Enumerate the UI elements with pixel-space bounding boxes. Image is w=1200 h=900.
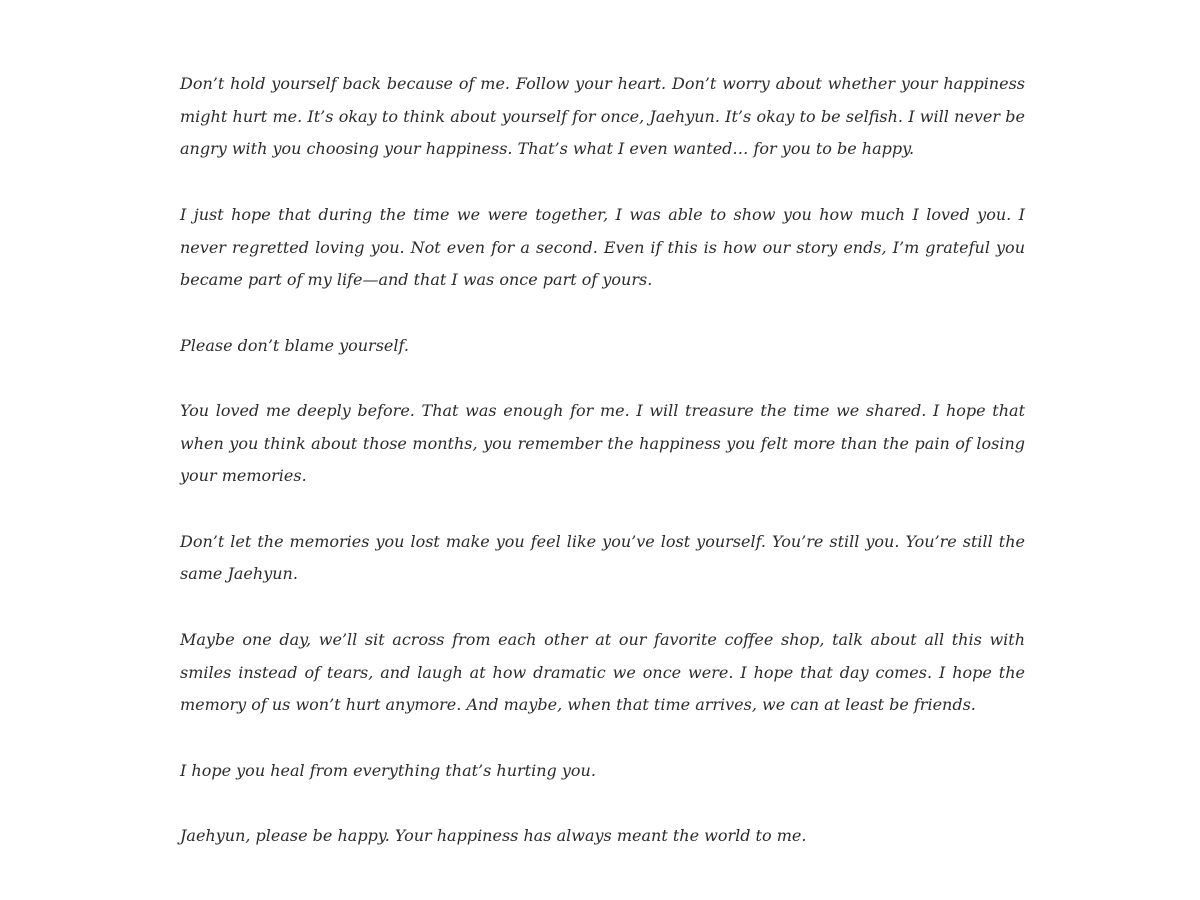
paragraph-3: Please don’t blame yourself. — [180, 335, 409, 355]
letter-body — [180, 68, 1025, 853]
paragraph-1: Don’t hold yourself back because of me. Follow your heart. Don’t worry about whether your happiness might hurt me. It’s okay to think about yourself for once, Jaehyun. It’s okay to be selfish. I will never be angry with you choosing your happiness. That’s what I even wanted… for you to be happy. — [180, 74, 1025, 159]
paragraph-2: I just hope that during the time we were together, I was able to show you how much I loved you. I never regretted loving you. Not even for a second. Even if this is how our story ends, I’m grateful you became part of my life—and that I was once part of yours. — [180, 204, 1025, 290]
paragraph-4: You loved me deeply before. That was enough for me. I will treasure the time we shared. I hope that when you think about those months, you remember the happiness you felt more than the pain of losing your memories. — [180, 400, 1025, 486]
paragraph-7: I hope you heal from everything that’s hurting you. — [180, 760, 596, 780]
paragraph-8: Jaehyun, please be happy. Your happiness has always meant the world to me. — [180, 826, 807, 846]
paragraph-6: Maybe one day, we’ll sit across from each other at our favorite coffee shop, talk about all this with smiles instead of tears, and laugh at how dramatic we once were. I hope that day comes. I hope the memory of us won’t hurt anymore. And maybe, when that time arrives, we can at least be friends. — [180, 629, 1025, 715]
paragraph-5: Don’t let the memories you lost make you feel like you’ve lost yourself. You’re still you. You’re still the same Jaehyun. — [180, 531, 1025, 584]
